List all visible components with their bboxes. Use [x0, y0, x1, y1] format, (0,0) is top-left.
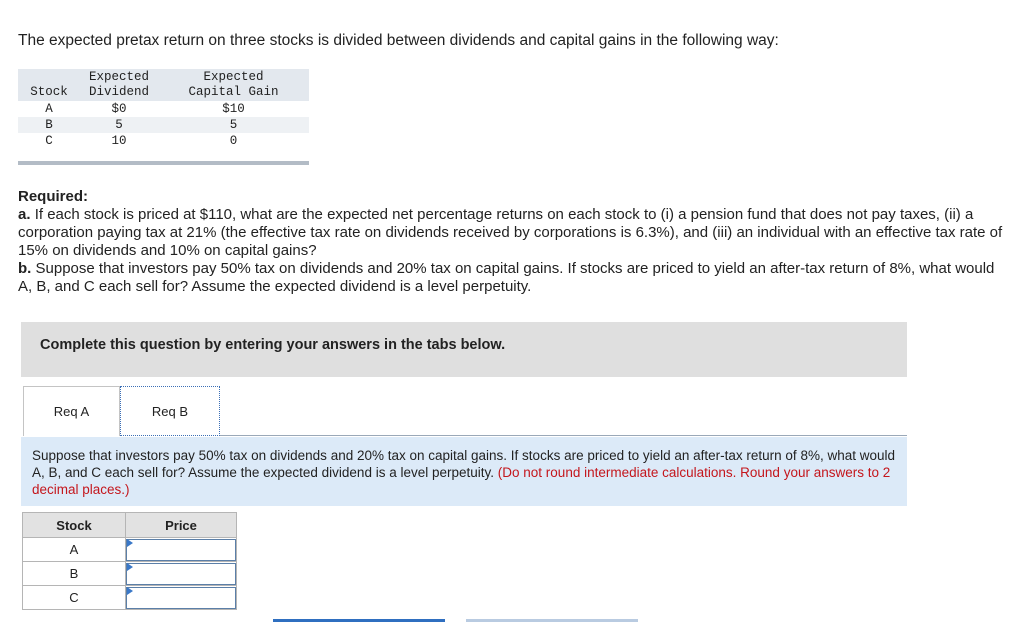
- required-part-b: [18, 260, 1008, 296]
- rounding-note: (Do not round intermediate calculations. Round your answers to 2 decimal places.): [32, 465, 891, 497]
- price-cell: [126, 586, 237, 610]
- required-part-a: [18, 206, 1008, 260]
- part-b-label: b.: [18, 260, 32, 277]
- tab-req-b[interactable]: [120, 386, 220, 436]
- input-marker-icon: [127, 587, 133, 595]
- intro-text: The expected pretax return on three stocks is divided between dividends and capital gains in the following way:: [18, 32, 779, 49]
- col-header-expected-dividend: [80, 69, 158, 101]
- price-input-a[interactable]: [126, 539, 236, 561]
- col-header-stock: Stock: [18, 69, 80, 101]
- stock-cell: B: [23, 562, 126, 586]
- question-panel: [21, 437, 907, 506]
- stock-cell: A: [23, 538, 126, 562]
- col-header-expected-capital-gain: [158, 69, 309, 101]
- stock-returns-table: [18, 69, 309, 165]
- input-marker-icon: [127, 563, 133, 571]
- price-answer-table: [22, 512, 237, 610]
- col-header-stock: Stock: [23, 513, 126, 538]
- price-input-c[interactable]: [126, 587, 236, 609]
- input-marker-icon: [127, 539, 133, 547]
- dividend-cell: 10: [111, 134, 127, 148]
- stock-cell: C: [23, 586, 126, 610]
- stock-cell: A: [45, 102, 53, 116]
- price-cell: [126, 538, 237, 562]
- table-bottom-rule: [18, 149, 309, 163]
- header-line: Expected: [203, 70, 264, 84]
- dividend-cell: 5: [80, 117, 158, 133]
- header-line: Dividend: [88, 85, 149, 99]
- required-section: [18, 188, 1008, 296]
- instruction-banner: Complete this question by entering your answers in the tabs below.: [21, 322, 907, 377]
- stock-cell: C: [45, 134, 53, 148]
- price-input-b[interactable]: [126, 563, 236, 585]
- stock-cell: B: [18, 117, 80, 133]
- part-b-text: Suppose that investors pay 50% tax on dividends and 20% tax on capital gains. If stocks are priced to yield an after-tax return of 8%, what would A, B, and C each sell for? Assume the expected dividend is a level perpetuity.: [18, 260, 995, 295]
- capital-gain-cell: 0: [229, 134, 238, 148]
- table-row: [23, 562, 237, 586]
- header-line: Capital Gain: [188, 85, 279, 99]
- tab-label: Req B: [151, 403, 189, 419]
- stock-table-header-row: [18, 69, 309, 101]
- table-row: [23, 586, 237, 610]
- table-row: [23, 538, 237, 562]
- col-header-price: Price: [126, 513, 237, 538]
- price-cell: [126, 562, 237, 586]
- tab-label: Req A: [53, 404, 90, 419]
- table-row: [18, 117, 309, 133]
- question-text: Suppose that investors pay 50% tax on dividends and 20% tax on capital gains. If stocks are priced to yield an after-tax return of 8%, what would A, B, and C each sell for? Assume the expected dividend is a level perpetuity.: [32, 448, 895, 480]
- capital-gain-cell: 5: [158, 117, 309, 133]
- header-line: Expected: [88, 70, 149, 84]
- tab-req-a[interactable]: [23, 386, 120, 436]
- price-table-header-row: [23, 513, 237, 538]
- table-row: [18, 101, 309, 117]
- tab-divider: [220, 435, 907, 436]
- part-a-label: a.: [18, 206, 31, 223]
- part-a-text: If each stock is priced at $110, what are the expected net percentage returns on each stock to (i) a pension fund that does not pay taxes, (ii) a corporation paying tax at 21% (the effective tax rate on dividends received by corporations is 6.3%), and (iii) an individual with an effective tax rate of 15% on dividends and 10% on capital gains?: [18, 206, 1003, 259]
- table-row: [18, 133, 309, 149]
- required-heading: Required:: [18, 188, 89, 205]
- capital-gain-cell: $10: [222, 102, 245, 116]
- dividend-cell: $0: [111, 102, 127, 116]
